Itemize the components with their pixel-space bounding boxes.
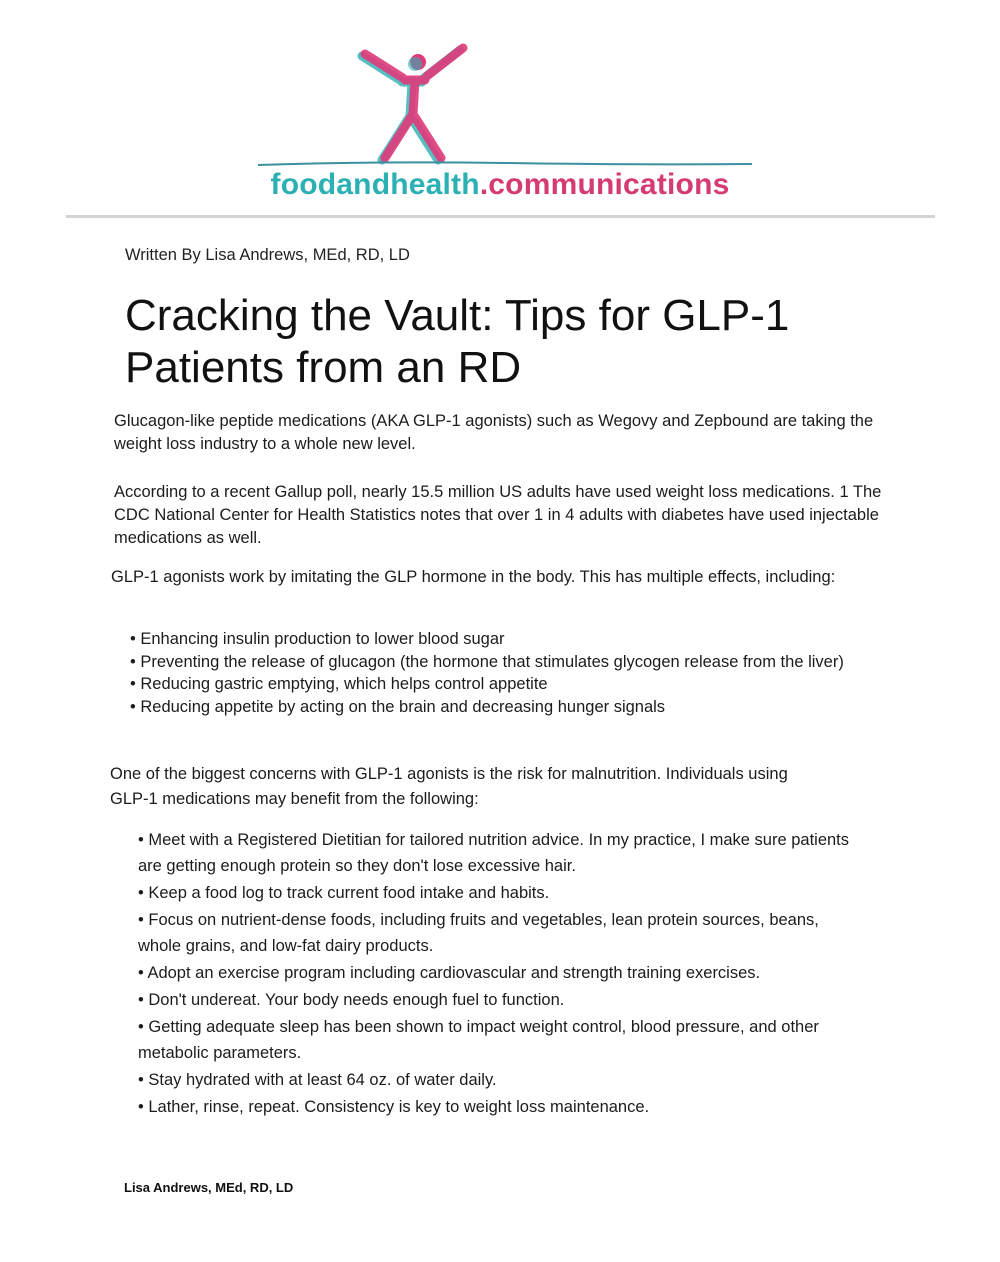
effects-list xyxy=(130,628,870,718)
concern-paragraph: One of the biggest concerns with GLP-1 agonists is the risk for malnutrition. Individuals using GLP-1 medications may benefit from the following: xyxy=(110,765,788,808)
intro-paragraph: Glucagon-like peptide medications (AKA GLP-1 agonists) such as Wegovy and Zepbound are taking the weight loss industry to a whole new level. xyxy=(114,412,874,453)
list-item: • Preventing the release of glucagon (the hormone that stimulates glycogen release from the liver) xyxy=(130,652,844,671)
logo-ground-line xyxy=(258,160,752,168)
mechanism-paragraph: GLP-1 agonists work by imitating the GLP hormone in the body. This has multiple effects, including: xyxy=(111,568,836,586)
list-item: • Stay hydrated with at least 64 oz. of water daily. xyxy=(138,1071,497,1089)
stats-paragraph: According to a recent Gallup poll, nearly 15.5 million US adults have used weight loss medications. 1 The CDC National Center for Health Statistics notes that over 1 in 4 adults with diabetes have used injectable medications as well. xyxy=(114,483,882,547)
list-item: • Getting adequate sleep has been shown to impact weight control, blood pressure, and other metabolic parameters. xyxy=(138,1018,819,1062)
list-item: • Reducing appetite by acting on the brain and decreasing hunger signals xyxy=(130,697,666,716)
header-divider xyxy=(66,215,935,218)
list-item: • Meet with a Registered Dietitian for tailored nutrition advice. In my practice, I make sure patients are getting enough protein so they don't lose excessive hair. xyxy=(138,831,850,875)
tips-list xyxy=(138,827,858,1121)
brand-name-food-and-health: foodandhealth xyxy=(270,168,480,201)
list-item: • Lather, rinse, repeat. Consistency is key to weight loss maintenance. xyxy=(138,1098,650,1116)
list-item: • Keep a food log to track current food intake and habits. xyxy=(138,884,550,902)
brand-name-communications: .communications xyxy=(479,168,730,201)
author-signature: Lisa Andrews, MEd, RD, LD xyxy=(124,1180,294,1195)
brand-logo xyxy=(0,40,1000,210)
list-item: • Reducing gastric emptying, which helps control appetite xyxy=(130,675,548,693)
list-item: • Adopt an exercise program including cardiovascular and strength training exercises. xyxy=(138,964,761,982)
jumping-person-icon xyxy=(355,40,475,165)
list-item: • Focus on nutrient-dense foods, including fruits and vegetables, lean protein sources, beans, whole grains, and low-fat dairy products. xyxy=(138,911,819,955)
article-title: Cracking the Vault: Tips for GLP-1 Patients from an RD xyxy=(125,291,790,392)
byline: Written By Lisa Andrews, MEd, RD, LD xyxy=(125,246,410,264)
list-item: • Enhancing insulin production to lower blood sugar xyxy=(130,630,505,648)
list-item: • Don't undereat. Your body needs enough fuel to function. xyxy=(138,991,565,1009)
brand-wordmark xyxy=(0,168,1000,202)
